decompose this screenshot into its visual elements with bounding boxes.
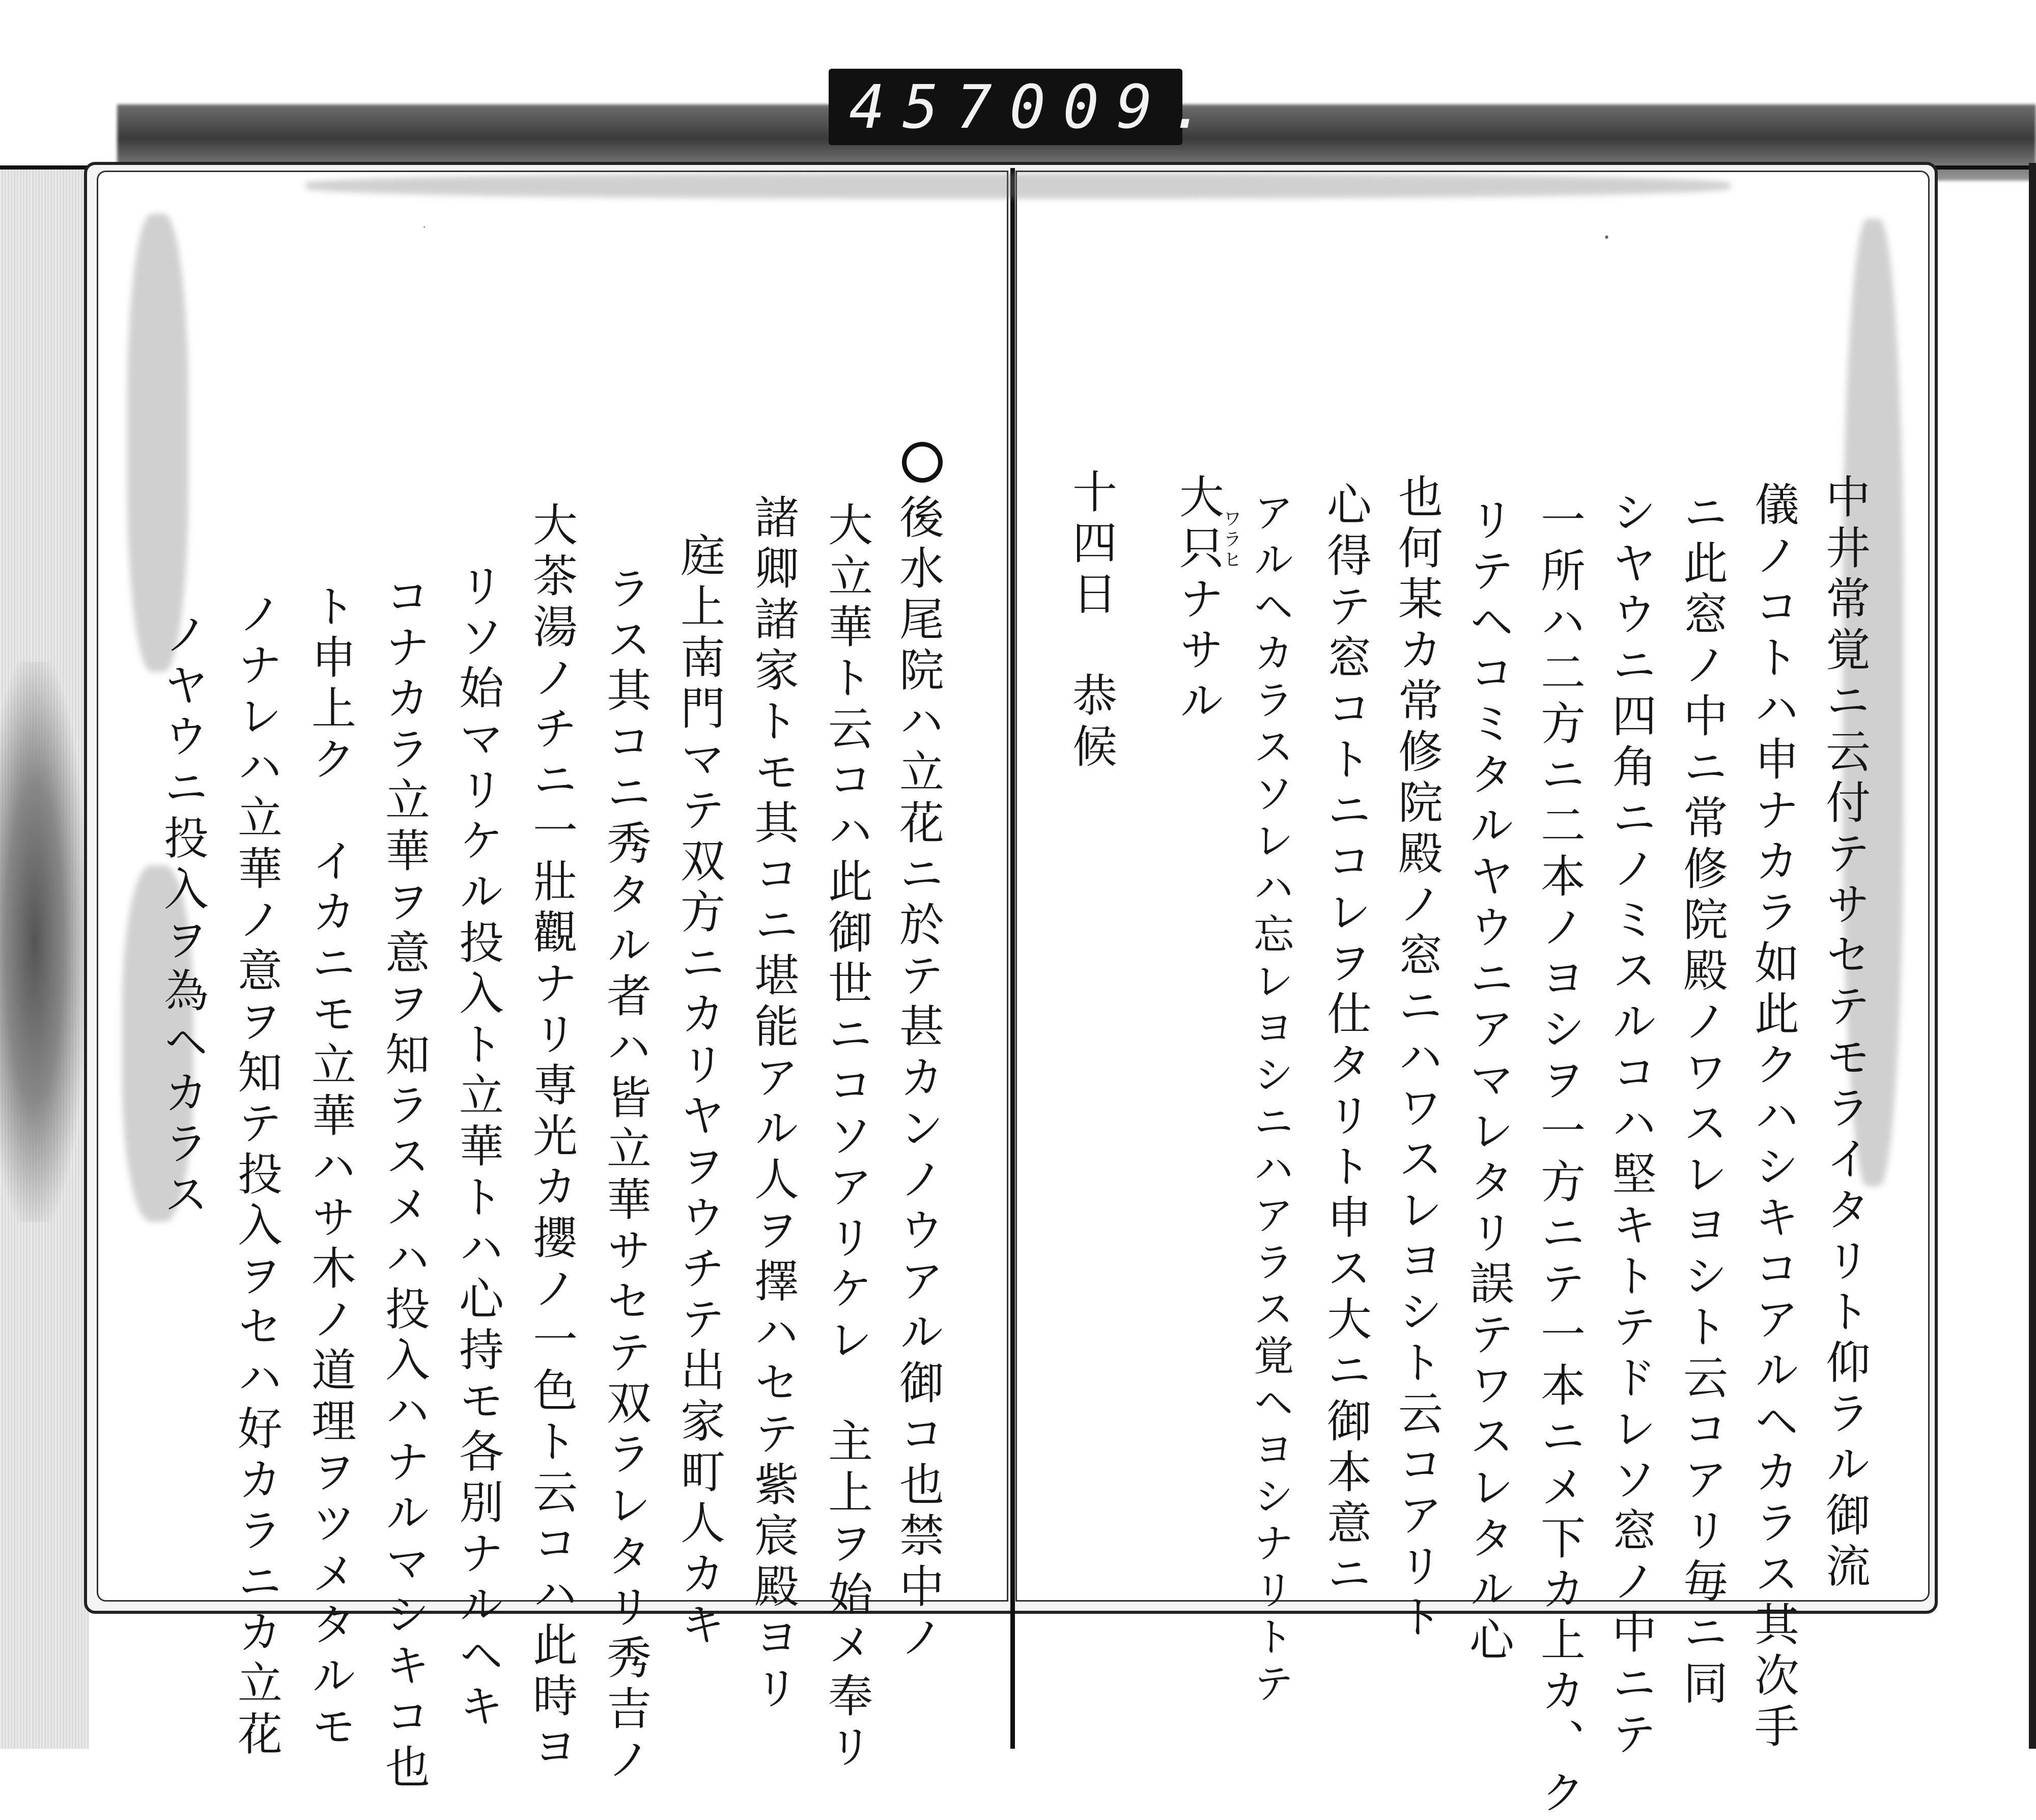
text-column: 大立華ト云コハ此御世ニコソアリケレ 主上ヲ始メ奉リ (821, 501, 873, 1774)
text-column: ト申上ク イカニモ立華ハサ木ノ道理ヲツメタルモ (304, 583, 357, 1754)
page-dot-mark: · (422, 221, 426, 234)
section-circle-mark (902, 442, 943, 483)
text-column: 大茶湯ノチニ一壯觀ナリ専光カ攖ノ一色ト云コハ此時ヨ (526, 501, 578, 1774)
plate-number-left: 457 (849, 72, 1010, 142)
text-column: シヤウニ四角ニノミスルコハ堅キトテドレソ窓ノ中ニテ (1605, 489, 1657, 1761)
page-dot-mark: • (1603, 232, 1610, 244)
text-column: リテヘコミタルヤウニアマレタリ誤テワスレタル心 (1462, 496, 1515, 1667)
text-column: 庭上南門マテ双方ニカリヤヲウチテ出家町人カキ (673, 532, 726, 1652)
text-column: ノヤウニ投入ヲ為ヘカラス (157, 611, 209, 1222)
text-column: 諸卿諸家トモ其コニ堪能アル人ヲ擇ハセテ紫宸殿ヨリ (747, 494, 800, 1716)
archive-number-plate (829, 69, 1224, 145)
text-column-date: 十四日 恭候 (1065, 468, 1118, 774)
text-column: ニ此窓ノ中ニ常修院殿ノワスレヨシト云コアリ毎ニ同 (1676, 489, 1729, 1711)
text-column: コナカラ立華ヲ意ヲ知ラスメハ投入ハナルマシキコ也 (378, 573, 431, 1795)
text-column: 心得テ窓コトニコレヲ仕タリト申ス大ニ御本意ニ (1320, 481, 1372, 1601)
text-column: 後水尾院ハ立花ニ於テ甚カンノウアル御コ也禁中ノ (892, 494, 945, 1665)
text-column: リソ始マリケル投入ト立華トハ心持モ各別ナルヘキ (452, 563, 504, 1733)
text-column: 也何某カ常修院殿ノ窓ニハワスレヨシト云コアリト (1391, 473, 1444, 1644)
text-column: ノナレハ立華ノ意ヲ知テ投入ヲセハ好カラニカ立花 (231, 591, 283, 1761)
ruby-annotation: ワラヒ (1221, 509, 1241, 570)
text-column: 大只ナサル (1172, 473, 1225, 728)
book-edge-right (2029, 163, 2036, 1749)
page-edge-decay (305, 173, 1731, 199)
plate-number-right: 009. (1009, 72, 1224, 142)
text-column: アルヘカラスソレハ忘レヨシニハアラス覚ヘヨシナリトテ (1247, 491, 1294, 1709)
page-edge-decay (127, 214, 188, 672)
scanner-stain-left (0, 662, 87, 1222)
text-column: ラス其コニ秀タル者ハ皆立華サセテ双ラレタリ秀吉ノ (600, 565, 652, 1787)
text-column: 一所ハ二方ニ二本ノヨシヲ一方ニテ一本ニメ下カ上カ、ク (1534, 496, 1586, 1820)
text-column: 中井常覚ニ云付テサセテモライタリト仰ラル御流 (1819, 473, 1871, 1593)
book-gutter (1010, 168, 1015, 1749)
text-column: 儀ノコトハ申ナカラ如此クハシキコアルヘカラス其次手 (1747, 481, 1800, 1754)
